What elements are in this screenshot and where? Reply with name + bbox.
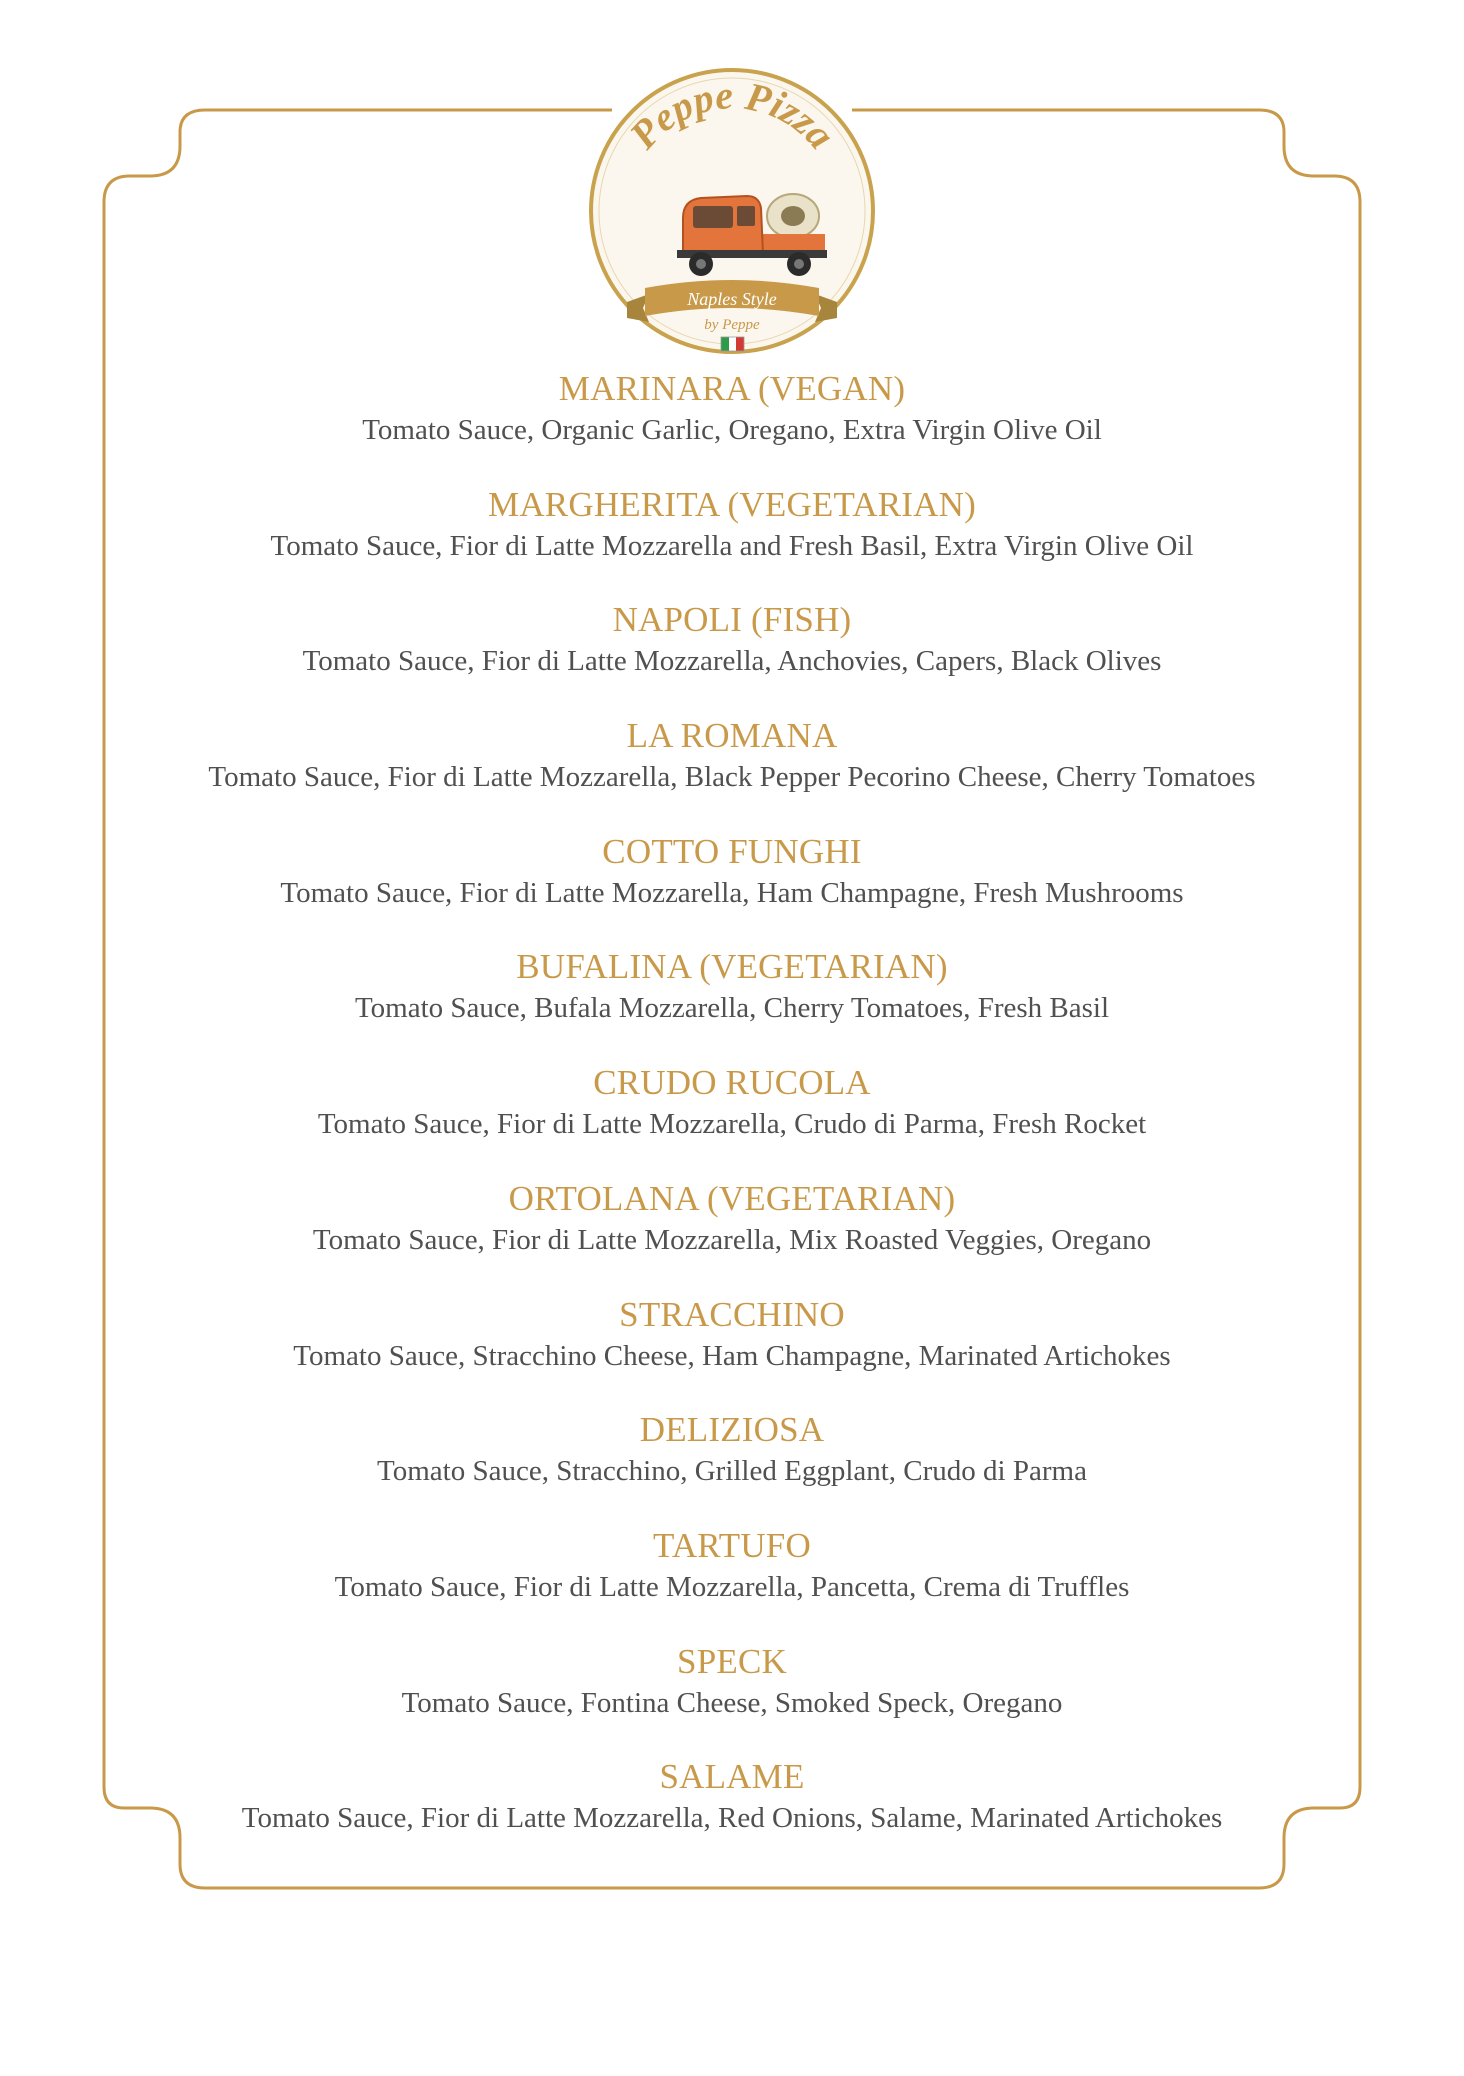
peppe-pizza-logo [587,66,877,356]
menu-item-name: BUFALINA (VEGETARIAN) [516,947,948,987]
italian-flag-icon [721,337,744,351]
menu-item-description: Tomato Sauce, Bufala Mozzarella, Cherry Tomatoes, Fresh Basil [354,992,1110,1025]
menu-item [100,1294,1364,1410]
menu-item [100,1641,1364,1757]
pizza-menu-list [100,368,1364,1872]
menu-item-description: Tomato Sauce, Fior di Latte Mozzarella, Pancetta, Crema di Truffles [334,1570,1130,1603]
menu-item-name: NAPOLI (FISH) [612,600,852,640]
menu-item-description: Tomato Sauce, Fior di Latte Mozzarella, Black Pepper Pecorino Cheese, Cherry Tomatoes [208,761,1256,794]
menu-item-name: CRUDO RUCOLA [593,1063,871,1103]
menu-item [100,368,1364,484]
menu-item [100,1756,1364,1872]
menu-item-description: Tomato Sauce, Fior di Latte Mozzarella and Fresh Basil, Extra Virgin Olive Oil [270,529,1194,562]
menu-item-description: Tomato Sauce, Fior di Latte Mozzarella, Red Onions, Salame, Marinated Artichokes [241,1802,1223,1835]
menu-item-description: Tomato Sauce, Fior di Latte Mozzarella, Mix Roasted Veggies, Oregano [312,1223,1152,1256]
menu-item-name: SPECK [677,1641,787,1681]
menu-item-name: STRACCHINO [619,1294,845,1334]
menu-item-description: Tomato Sauce, Stracchino Cheese, Ham Champagne, Marinated Artichokes [293,1339,1171,1372]
menu-item-description: Tomato Sauce, Fontina Cheese, Smoked Speck, Oregano [401,1686,1063,1719]
menu-item-name: ORTOLANA (VEGETARIAN) [508,1178,956,1218]
menu-item [100,1409,1364,1525]
menu-item-name: MARGHERITA (VEGETARIAN) [488,484,976,524]
menu-item-name: LA ROMANA [626,716,838,756]
menu-item-name: COTTO FUNGHI [602,831,862,871]
menu-item-description: Tomato Sauce, Stracchino, Grilled Eggplant, Crudo di Parma [377,1455,1087,1488]
menu-item-description: Tomato Sauce, Organic Garlic, Oregano, Extra Virgin Olive Oil [362,414,1102,446]
menu-item [100,831,1364,947]
menu-item [100,946,1364,1062]
menu-item [100,1178,1364,1294]
menu-item [100,599,1364,715]
menu-item-description: Tomato Sauce, Fior di Latte Mozzarella, Crudo di Parma, Fresh Rocket [317,1108,1147,1141]
menu-item-name: MARINARA (VEGAN) [558,369,906,408]
logo-banner-text: Naples Style [687,289,777,309]
menu-item-name: SALAME [659,1757,805,1797]
menu-item-description: Tomato Sauce, Fior di Latte Mozzarella, Anchovies, Capers, Black Olives [302,645,1162,678]
menu-item-description: Tomato Sauce, Fior di Latte Mozzarella, Ham Champagne, Fresh Mushrooms [280,876,1184,909]
logo-byline-text: by Peppe [704,317,760,333]
menu-item-name: TARTUFO [653,1525,811,1565]
logo-brand-text: Peppe Pizza [620,72,844,158]
menu-item-name: DELIZIOSA [639,1410,825,1450]
menu-item [100,484,1364,600]
menu-item [100,1062,1364,1178]
menu-item [100,715,1364,831]
menu-item [100,1525,1364,1641]
